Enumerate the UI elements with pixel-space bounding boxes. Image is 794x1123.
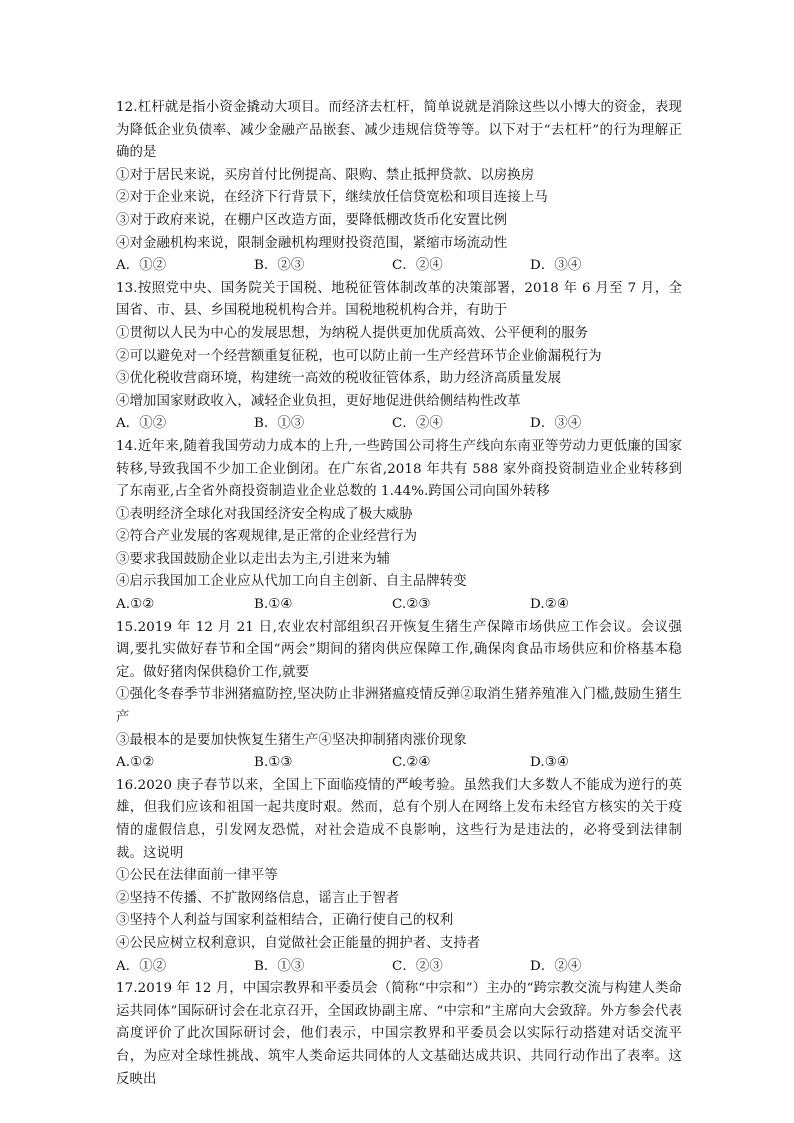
option-1: ①表明经济全球化对我国经济安全构成了极大威胁 [116, 506, 413, 522]
option-3: ③对于政府来说，在棚户区改造方面，要降低棚改货币化安置比例 [116, 212, 508, 228]
answer-c[interactable]: C．②④ [392, 416, 443, 432]
answer-c[interactable]: C.②③ [392, 597, 431, 613]
answer-choices [116, 594, 682, 617]
question-stem: 13.按照党中央、国务院关于国税、地税征管体制改革的决策部署，2018 年 6 月至 7 月，全国省、市、县、乡国税地税机构合并。国税地税机构合并，有助于 [116, 280, 682, 319]
answer-a[interactable]: A.①② [116, 755, 155, 771]
option-1: ①公民在法律面前一律平等 [116, 868, 278, 884]
option-3-4: ③最根本的是要加快恢复生猪生产④坚决抑制猪肉涨价现象 [116, 732, 467, 748]
option-4: ④对金融机构来说，限制金融机构理财投资范围，紧缩市场流动性 [116, 235, 508, 251]
question-stem: 15.2019 年 12 月 21 日,农业农村部组织召开恢复生猪生产保障市场供应工作会议。会议强调,要扎实做好春节和全国“两会”期间的猪肉供应保障工作,确保肉食品市场供应和价格基本稳定。做好猪肉保供稳价工作,就要 [116, 619, 682, 680]
question-17 [116, 978, 682, 1091]
answer-choices [116, 413, 682, 436]
question-12 [116, 97, 682, 278]
answer-b[interactable]: B．①③ [254, 416, 305, 432]
answer-d[interactable]: D．③④ [530, 258, 582, 274]
question-16 [116, 775, 682, 978]
option-2: ②可以避免对一个经营额重复征税，也可以防止前一生产经营环节企业偷漏税行为 [116, 348, 602, 364]
option-1-2: ①强化冬春季节非洲猪瘟防控,坚决防止非洲猪瘟疫情反弹②取消生猪养殖准入门槛,鼓励生猪生产 [116, 687, 682, 726]
answer-a[interactable]: A．①② [116, 416, 167, 432]
answer-a[interactable]: A．①② [116, 258, 167, 274]
answer-a[interactable]: A．①② [116, 958, 167, 974]
option-4: ④启示我国加工企业应从代加工向自主创新、自主品牌转变 [116, 574, 467, 590]
answer-d[interactable]: D．③④ [530, 416, 582, 432]
option-4: ④公民应树立权利意识，自觉做社会正能量的拥护者、支持者 [116, 935, 481, 951]
answer-d[interactable]: D.③④ [530, 755, 569, 771]
answer-a[interactable]: A.①② [116, 597, 155, 613]
answer-b[interactable]: B．②③ [254, 258, 305, 274]
question-15 [116, 617, 682, 775]
option-2: ②符合产业发展的客观规律,是正常的企业经营行为 [116, 529, 418, 545]
option-3: ③坚持个人利益与国家利益相结合，正确行使自己的权利 [116, 913, 454, 929]
question-13 [116, 278, 682, 436]
answer-choices [116, 752, 682, 775]
question-stem: 17.2019 年 12 月，中国宗教界和平委员会（简称“中宗和”）主办的“跨宗教交流与构建人类命运共同体”国际研讨会在北京召开，全国政协副主席、“中宗和”主席向大会致辞。外方参会代表高度评价了此次国际研讨会，他们表示，中国宗教界和平委员会以实际行动搭建对话交流平台，为应对全球性挑战、筑牢人类命运共同体的人文基础达成共识、共同行动作出了表率。这反映出 [116, 981, 682, 1087]
question-stem: 12.杠杆就是指小资金撬动大项目。而经济去杠杆，简单说就是消除这些以小博大的资金，表现为降低企业负债率、减少金融产品嵌套、减少违规信贷等等。以下对于“去杠杆”的行为理解正确的是 [116, 100, 682, 161]
answer-b[interactable]: B.①③ [254, 755, 293, 771]
option-1: ①贯彻以人民为中心的发展思想，为纳税人提供更加优质高效、公平便利的服务 [116, 325, 589, 341]
option-2: ②坚持不传播、不扩散网络信息，谣言止于智者 [116, 890, 400, 906]
option-4: ④增加国家财政收入，减轻企业负担，更好地促进供给侧结构性改革 [116, 393, 521, 409]
option-2: ②对于企业来说，在经济下行背景下，继续放任信贷宽松和项目连接上马 [116, 190, 548, 206]
answer-b[interactable]: B.①④ [254, 597, 293, 613]
exam-page [116, 97, 682, 1091]
answer-c[interactable]: C.②④ [392, 755, 431, 771]
answer-d[interactable]: D.②④ [530, 597, 569, 613]
answer-c[interactable]: C．②③ [392, 958, 443, 974]
question-stem: 16.2020 庚子春节以来，全国上下面临疫情的严峻考验。虽然我们大多数人不能成为逆行的英雄，但我们应该和祖国一起共度时艰。然而，总有个别人在网络上发布未经官方核实的关于疫情的虚假信息，引发网友恐慌，对社会造成不良影响，这些行为是违法的，必将受到法律制裁。这说明 [116, 777, 682, 861]
answer-choices [116, 956, 682, 979]
option-1: ①对于居民来说，买房首付比例提高、限购、禁止抵押贷款、以房换房 [116, 167, 535, 183]
option-3: ③优化税收营商环境，构建统一高效的税收征管体系，助力经济高质量发展 [116, 371, 562, 387]
answer-c[interactable]: C．②④ [392, 258, 443, 274]
question-stem: 14.近年来,随着我国劳动力成本的上升,一些跨国公司将生产线向东南亚等劳动力更低廉的国家转移,导致我国不少加工企业倒闭。在广东省,2018 年共有 588 家外商投资制造业企业转移到了东南亚,占全省外商投资制造业企业总数的 1.44%.跨国公司向国外转移 [116, 438, 682, 500]
option-3: ③要求我国鼓励企业以走出去为主,引进来为辅 [116, 551, 391, 567]
answer-d[interactable]: D．②④ [530, 958, 582, 974]
question-14 [116, 436, 682, 617]
answer-b[interactable]: B．①③ [254, 958, 305, 974]
answer-choices [116, 255, 682, 278]
